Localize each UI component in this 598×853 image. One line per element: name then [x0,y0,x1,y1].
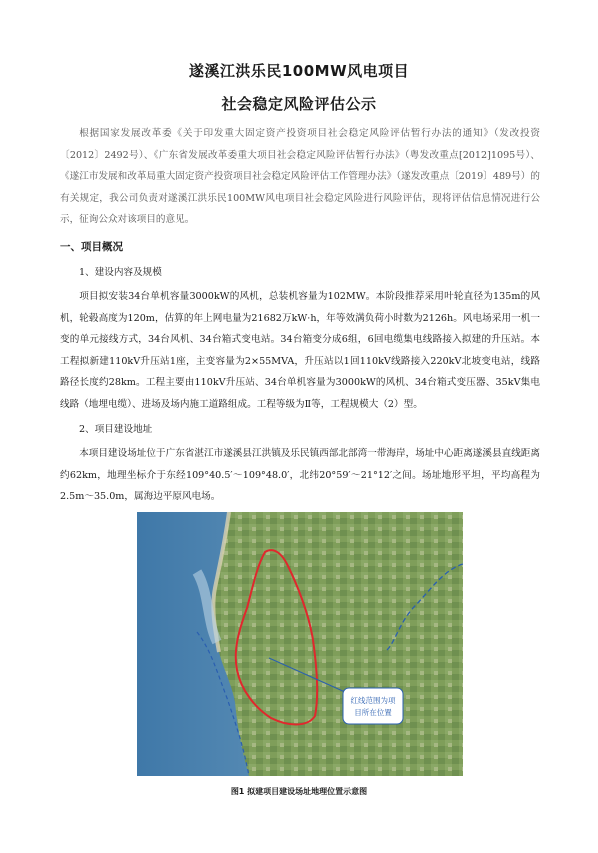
callout-box [343,688,403,724]
document-subtitle: 社会稳定风险评估公示 [221,95,377,113]
callout-text-line2: 目所在位置 [354,708,392,717]
intro-paragraph: 根据国家发展改革委《关于印发重大固定资产投资项目社会稳定风险评估暂行办法的通知》（发改投资〔2012〕2492号）、《广东省发展改革委重大项目社会稳定风险评估暂行办法》（粤发改重点[2012]1095号）、《遂江市发展和改革局重大固定资产投资项目社会稳定风险评估工作管理办法》（遂发改重点〔2019〕489号）的有关规定，我公司负责对遂溪江洪乐民100MW风电项目社会稳定风险进行风险评估，现将评估信息情况进行公示，征询公众对该项目的意见。 [60,128,540,226]
subsection-heading-location: 2、项目建设地址 [79,424,153,435]
scale-paragraph: 项目拟安装34台单机容量3000kW的风机，总装机容量为102MW。本阶段推荐采用叶轮直径为135m的风机，轮毂高度为120m，估算的年上网电量为21682万kW·h，年等效满负荷小时数为2126h。风电场采用一机一变的单元接线方式，34台风机、34台箱式变电站。34台箱变分成6组，6回电缆集电线路接入拟建的升压站。本工程拟新建110kV升压站1座，主变容量为2×55MVA，升压站以1回110kV线路接入220kV北坡变电站，线路路径长度约28km。工程主要由110kV升压站、34台单机容量为3000kW的风机、34台箱式变压器、35kV集电线路（地埋电缆）、进场及场内施工道路组成。工程等级为Ⅱ等，工程规模大（2）型。 [60,291,540,410]
callout-text-line1: 红线范围为项 [350,696,396,705]
subsection-heading-scale: 1、建设内容及规模 [79,267,162,278]
figure-caption: 图1 拟建项目建设场址地理位置示意图 [230,787,368,796]
document-title: 遂溪江洪乐民100MW风电项目 [188,62,410,80]
site-location-map [137,512,463,776]
section-heading-overview: 一、项目概况 [60,241,123,253]
land-area [213,512,463,776]
location-paragraph: 本项目建设场址位于广东省湛江市遂溪县江洪镇及乐民镇西部北部湾一带海岸，场址中心距离遂溪县直线距离约62km，地理坐标介于东经109°40.5′～109°48.0′，北纬20°59′～21°12′之间。场址地形平坦，平均高程为2.5m～35.0m，属海边平原风电场。 [60,448,540,503]
